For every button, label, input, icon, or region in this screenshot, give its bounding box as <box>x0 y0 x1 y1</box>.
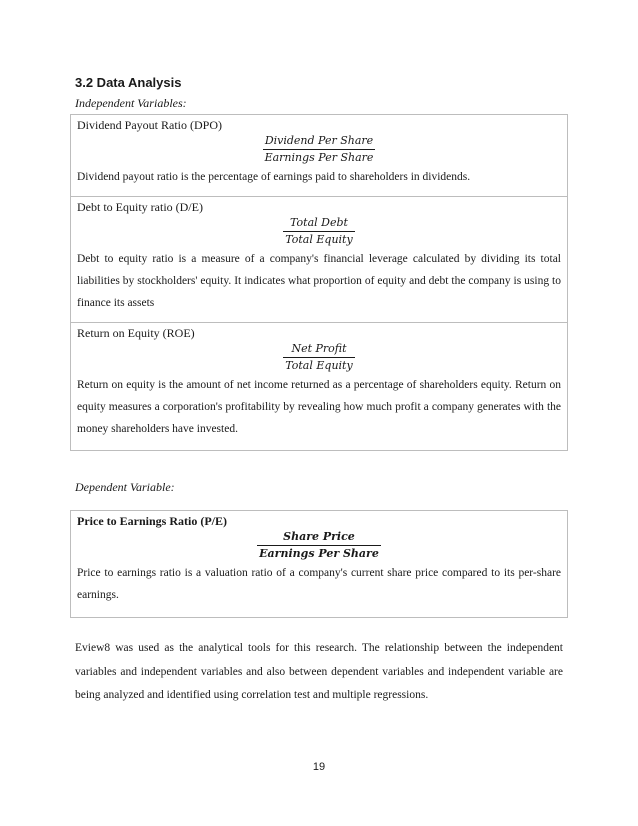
dependent-variable-table <box>70 510 568 618</box>
formula-denominator: Total Equity <box>285 233 353 246</box>
formula-numerator: Dividend Per Share <box>264 134 374 147</box>
dependent-variable-label: Dependent Variable: <box>75 480 175 494</box>
page-number: 19 <box>312 761 326 773</box>
independent-variables-table <box>70 114 568 451</box>
formula-numerator: Net Profit <box>291 342 347 355</box>
formula-fraction <box>263 134 376 165</box>
variable-row-de <box>71 197 567 323</box>
variable-title: Price to Earnings Ratio (P/E) <box>77 514 227 528</box>
independent-variables-label: Independent Variables: <box>75 96 187 110</box>
formula-fraction <box>257 530 381 561</box>
variable-description: Debt to equity ratio is a measure of a company's financial leverage calculated by dividing its total liabilities by stockholders' equity. It indicates what proportion of equity and debt the company is using to finance its assets <box>77 253 561 309</box>
variable-row-dpo <box>71 115 567 197</box>
variable-title: Dividend Payout Ratio (DPO) <box>77 118 222 132</box>
variable-description: Dividend payout ratio is the percentage of earnings paid to shareholders in dividends. <box>77 171 471 183</box>
formula-denominator: Earnings Per Share <box>264 151 374 164</box>
formula-denominator: Total Equity <box>285 359 353 372</box>
formula-fraction <box>283 342 354 373</box>
formula-fraction <box>283 216 354 247</box>
section-heading: 3.2 Data Analysis <box>75 75 182 90</box>
variable-description: Return on equity is the amount of net income returned as a percentage of shareholders equity. Return on equity measures a corporation's profitability by revealing how much profit a company generates with the money shareholders have invested. <box>77 379 561 435</box>
variable-row-pe <box>71 511 567 617</box>
variable-title: Return on Equity (ROE) <box>77 326 195 340</box>
formula-denominator: Earnings Per Share <box>259 547 379 560</box>
variable-title: Debt to Equity ratio (D/E) <box>77 200 203 214</box>
formula-numerator: Total Debt <box>290 216 348 229</box>
variable-description: Price to earnings ratio is a valuation ratio of a company's current share price compared to its per-share earnings. <box>77 567 561 601</box>
methodology-paragraph: Eview8 was used as the analytical tools for this research. The relationship between the independent variables and independent variables and also between dependent variables and independent variable are being analyzed and identified using correlation test and multiple regressions. <box>75 642 563 701</box>
variable-row-roe <box>71 323 567 450</box>
formula-numerator: Share Price <box>283 530 355 543</box>
